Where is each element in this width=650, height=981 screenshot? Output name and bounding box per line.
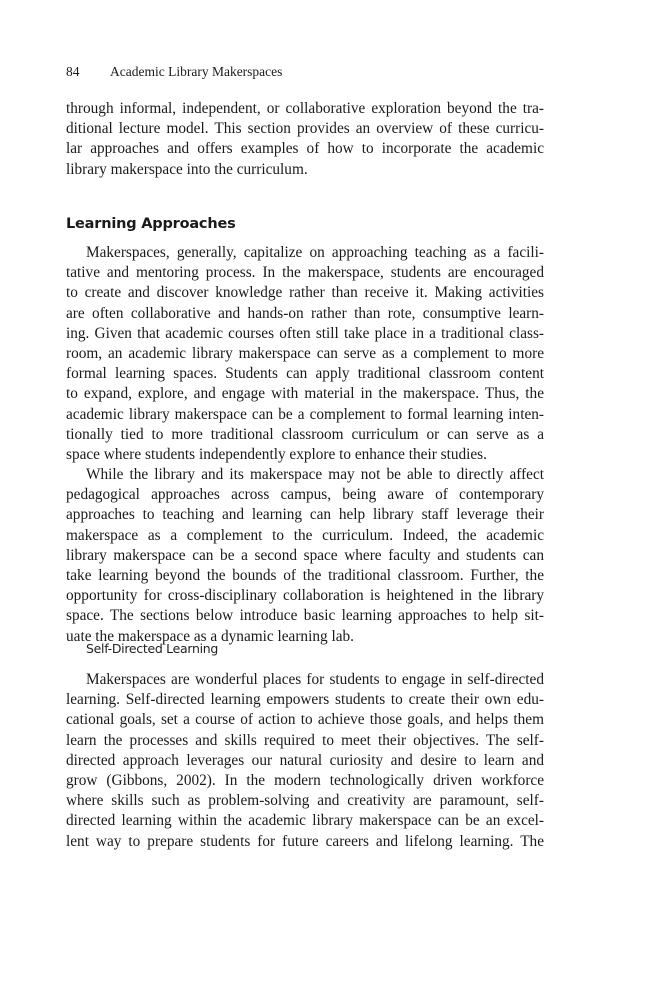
- running-title: Academic Library Makerspaces: [110, 64, 283, 79]
- paragraph-line: room, an academic library makerspace can serve as a complement to more: [66, 344, 544, 362]
- paragraph-line: where skills such as problem-solving and creativity are paramount, self-: [66, 792, 544, 810]
- paragraph-line: directed learning within the academic library makerspace can be an excel-: [66, 812, 544, 830]
- paragraph-line: to expand, explore, and engage with material in the makerspace. Thus, the: [66, 385, 544, 403]
- paragraph-line: are often collaborative and hands-on rather than rote, consumptive learn-: [66, 304, 544, 322]
- paragraph-line: library makerspace can be a second space where faculty and students can: [66, 546, 544, 564]
- paragraph-line: cational goals, set a course of action to achieve those goals, and helps them: [66, 711, 544, 729]
- paragraph-line: approaches to teaching and learning can help library staff leverage their: [66, 506, 544, 524]
- paragraph-line: makerspace as a complement to the curriculum. Indeed, the academic: [66, 526, 544, 544]
- paragraph-line: directed approach leverages our natural curiosity and desire to learn and: [66, 751, 544, 769]
- paragraph-line: Makerspaces are wonderful places for students to engage in self-directed: [86, 671, 544, 688]
- paragraph-line: While the library and its makerspace may not be able to directly affect: [86, 466, 544, 484]
- paragraph-line: ditional lecture model. This section provides an overview of these curricu-: [66, 120, 544, 138]
- paragraph-line: learn the processes and skills required to meet their objectives. The self-: [66, 731, 544, 749]
- paragraph-line: lar approaches and offers examples of how to incorporate the academic: [66, 140, 544, 158]
- paragraph-line: learning. Self-directed learning empowers students to create their own edu-: [66, 691, 544, 709]
- paragraph-line: uate the makerspace as a dynamic learning lab.: [66, 627, 354, 645]
- paragraph-line: academic library makerspace can be a complement to formal learning inten-: [66, 405, 544, 423]
- paragraph-line: pedagogical approaches across campus, being aware of contemporary: [66, 486, 544, 504]
- paragraph-line: take learning beyond the bounds of the traditional classroom. Further, the: [66, 567, 544, 584]
- paragraph-line: library makerspace into the curriculum.: [66, 160, 308, 178]
- page-number: 84: [66, 64, 80, 79]
- section-heading-learning-approaches: Learning Approaches: [66, 216, 236, 232]
- paragraph-line: tionally tied to more traditional classroom curriculum or can serve as a: [66, 425, 544, 443]
- paragraph-line: lent way to prepare students for future careers and lifelong learning. The: [66, 832, 544, 850]
- paragraph-line: space. The sections below introduce basic learning approaches to help sit-: [66, 607, 544, 625]
- paragraph-line: Makerspaces, generally, capitalize on approaching teaching as a facili-: [86, 244, 544, 261]
- subsection-heading-self-directed-learning: Self-Directed Learning: [86, 641, 219, 656]
- paragraph-line: through informal, independent, or collaborative exploration beyond the tra-: [66, 100, 544, 117]
- paragraph-line: opportunity for cross-disciplinary collaboration is heightened in the library: [66, 587, 544, 605]
- paragraph-line: formal learning spaces. Students can apply traditional classroom content: [66, 365, 544, 383]
- paragraph-line: space where students independently explore to enhance their studies.: [66, 445, 487, 463]
- paragraph-line: tative and mentoring process. In the makerspace, students are encouraged: [66, 264, 544, 282]
- paragraph-line: to create and discover knowledge rather than receive it. Making activities: [66, 284, 544, 302]
- running-head: [66, 64, 282, 80]
- paragraph-line: grow (Gibbons, 2002). In the modern technologically driven workforce: [66, 771, 544, 789]
- intro-paragraph: [66, 99, 544, 180]
- self-directed-body: [66, 670, 544, 852]
- paragraph-line: ing. Given that academic courses often still take place in a traditional class-: [66, 324, 544, 342]
- learning-approaches-body: [66, 243, 544, 647]
